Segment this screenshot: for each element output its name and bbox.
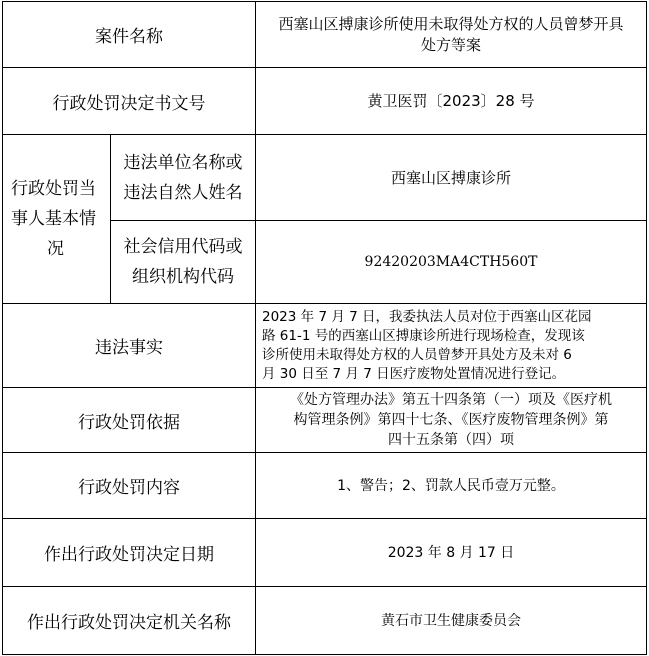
- violator-name-value: 西塞山区搏康诊所: [390, 168, 511, 187]
- rule: [646, 1, 647, 655]
- case-name-line: 西塞山区搏康诊所使用未取得处方权的人员曾梦开具: [278, 14, 624, 33]
- sublabel-line: 社会信用代码或: [123, 237, 243, 257]
- decision-date-value: 2023 年 8 月 17 日: [387, 544, 515, 561]
- case-name-value: [256, 2, 646, 67]
- decision-date-label: 作出行政处罚决定日期: [44, 545, 214, 565]
- case-name-line: 处方等案: [420, 35, 481, 54]
- rule: [2, 654, 647, 655]
- credit-code-label: [111, 221, 255, 303]
- penalty-content-label: 行政处罚内容: [78, 478, 180, 498]
- violation-facts-label: 违法事实: [95, 338, 163, 358]
- group-label-line: 况: [47, 239, 64, 259]
- decision-number-value: 黄卫医罚〔2023〕28 号: [367, 92, 535, 110]
- basis-line: 四十五条第（四）项: [388, 432, 514, 448]
- credit-code-value: 92420203MA4CTH560T: [364, 254, 538, 270]
- authority-label: 作出行政处罚决定机关名称: [27, 613, 231, 633]
- sublabel-line: 违法单位名称或: [123, 152, 243, 173]
- penalty-content-value: 1、警告；2、罚款人民币壹万元整。: [337, 477, 565, 494]
- case-name-label: 案件名称: [95, 27, 163, 47]
- group-label-line: 行政处罚当: [11, 179, 96, 199]
- facts-line: 2023 年 7 月 7 日，我委执法人员对位于西塞山区花园: [262, 308, 592, 325]
- decision-number-label: 行政处罚决定书文号: [52, 93, 206, 114]
- facts-line: 月 30 日至 7 月 7 日医疗废物处置情况进行登记。: [262, 365, 566, 382]
- group-label-line: 事人基本情: [11, 209, 96, 229]
- basis-line: 《处方管理办法》第五十四条第（一）项及《医疗机: [290, 392, 612, 408]
- basis-line: 构管理条例》第四十七条、《医疗废物管理条例》第: [293, 412, 609, 428]
- facts-line: 路 61-1 号的西塞山区搏康诊所进行现场检查，发现该: [262, 327, 585, 344]
- violation-facts-value: [256, 304, 646, 387]
- authority-value: 黄石市卫生健康委员会: [381, 612, 521, 629]
- sublabel-line: 违法自然人姓名: [123, 182, 243, 203]
- sublabel-line: 组织机构代码: [132, 267, 234, 287]
- violator-name-label: [111, 135, 255, 220]
- penalty-basis-value: [256, 388, 646, 452]
- party-info-group-label: [3, 135, 110, 303]
- penalty-basis-label: 行政处罚依据: [78, 412, 180, 433]
- facts-line: 诊所使用未取得处方权的人员曾梦开具处方及未对 6: [262, 346, 572, 363]
